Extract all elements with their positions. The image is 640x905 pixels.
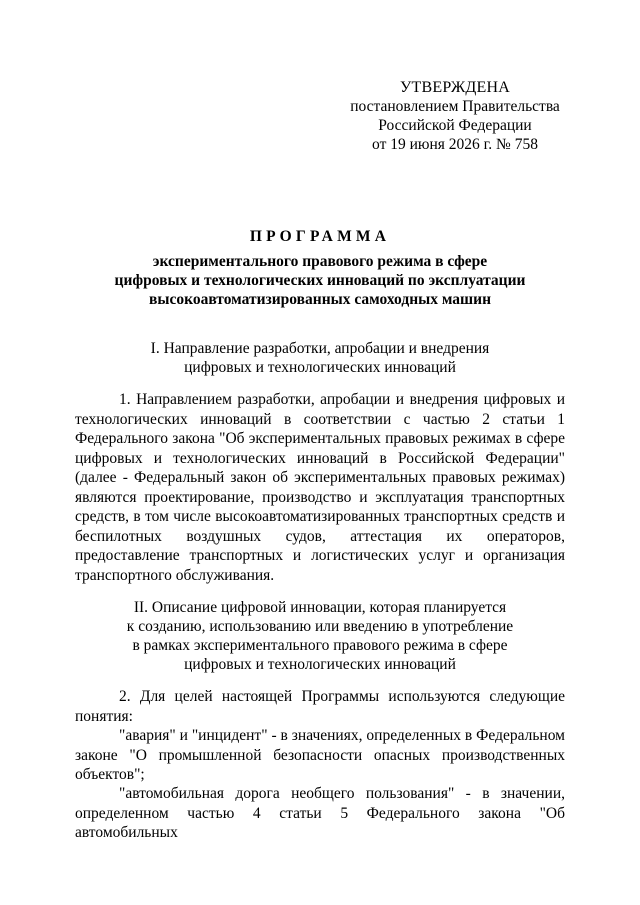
paragraph-1: 1. Направлением разработки, апробации и внедрения цифровых и технологических инноваций в соответствии с частью 2 статьи 1 Федерального закона "Об экспериментальных правовых режимах в сфере цифровых и технологических инноваций в Российской Федерации" (далее - Федеральный закон об экспериментальных правовых режимах) являются проектирование, производство и эксплуатация транспортных средств, в том числе высокоавтоматизированных транспортных средств и беспилотных воздушных судов, аттестация их операторов, предоставление транспортных и логистических услуг и организация транспортного обслуживания.: [75, 391, 565, 584]
section-2-heading-line-3: в рамках экспериментального правового режима в сфере: [132, 637, 508, 654]
subtitle-line-1: экспериментального правового режима в сфере: [152, 253, 488, 270]
paragraph-3: "авария" и "инцидент" - в значениях, определенных в Федеральном законе "О промышленной безопасности опасных производственных объектов";: [75, 727, 565, 783]
section-2-heading-line-4: цифровых и технологических инноваций: [184, 656, 456, 673]
paragraph-4: "автомобильная дорога необщего пользования" - в значении, определенном частью 4 статьи 5 Федерального закона "Об автомобильных: [75, 785, 565, 841]
program-title: ПРОГРАММА: [249, 228, 391, 245]
section-1-heading-line-1: I. Направление разработки, апробации и внедрения: [150, 340, 490, 357]
program-subtitle: [70, 252, 570, 309]
approval-line-2: Российской Федерации: [378, 117, 532, 134]
section-1-heading-line-2: цифровых и технологических инноваций: [184, 359, 456, 376]
subtitle-line-3: высокоавтоматизированных самоходных машин: [148, 291, 492, 308]
section-2-heading: [90, 598, 550, 674]
approval-line-1: постановлением Правительства: [350, 98, 560, 115]
approval-line-3: от 19 июня 2026 г. № 758: [372, 136, 538, 153]
approval-title: УТВЕРЖДЕНА: [399, 79, 510, 96]
paragraph-2: 2. Для целей настоящей Программы используются следующие понятия:: [75, 688, 565, 725]
section-2-heading-line-1: II. Описание цифровой инновации, которая планируется: [133, 599, 507, 616]
section-1-heading: [90, 339, 550, 377]
subtitle-line-2: цифровых и технологических инноваций по эксплуатации: [114, 272, 526, 289]
approval-stamp: [330, 78, 580, 154]
section-2-heading-line-2: к созданию, использованию или введению в употребление: [126, 618, 514, 635]
